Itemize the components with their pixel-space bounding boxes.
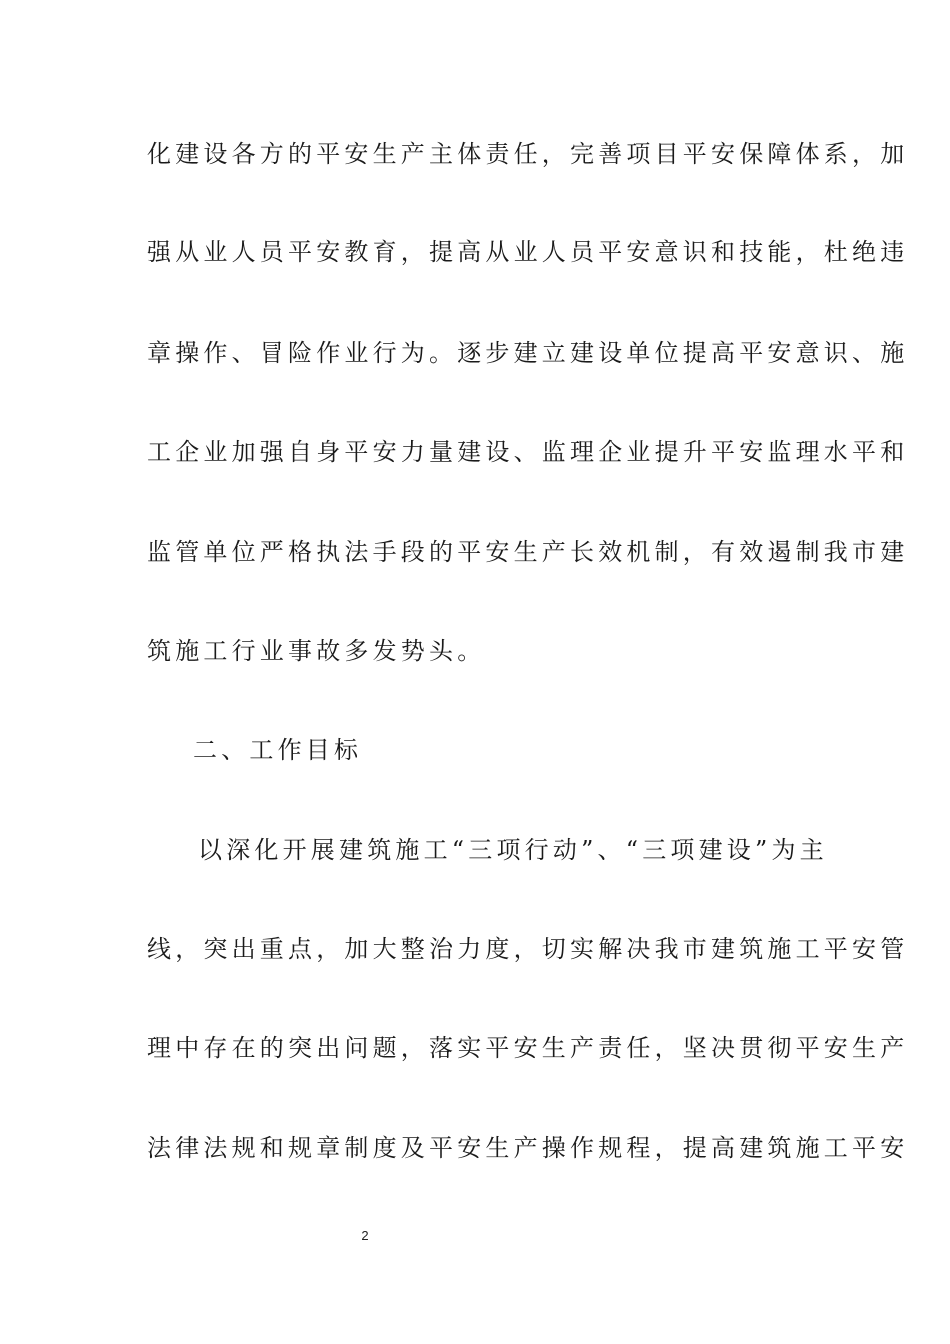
paragraph-line: 以深化开展建筑施工“三项行动”、“三项建设”为主	[198, 836, 828, 864]
paragraph-line: 筑施工行业事故多发势头。	[147, 637, 486, 665]
paragraph-line: 线，突出重点，加大整治力度，切实解决我市建筑施工平安管	[147, 935, 909, 963]
paragraph-line: 章操作、冒险作业行为。逐步建立建设单位提高平安意识、施	[147, 339, 909, 367]
page-number: 2	[361, 1228, 369, 1243]
section-heading: 二、工作目标	[193, 736, 363, 764]
paragraph-line: 法律法规和规章制度及平安生产操作规程，提高建筑施工平安	[147, 1134, 909, 1162]
paragraph-line: 强从业人员平安教育，提高从业人员平安意识和技能，杜绝违	[147, 238, 909, 266]
paragraph-line: 监管单位严格执法手段的平安生产长效机制，有效遏制我市建	[147, 538, 909, 566]
paragraph-line: 化建设各方的平安生产主体责任，完善项目平安保障体系，加	[147, 140, 909, 168]
paragraph-line: 工企业加强自身平安力量建设、监理企业提升平安监理水平和	[147, 438, 909, 466]
paragraph-line: 理中存在的突出问题，落实平安生产责任，坚决贯彻平安生产	[147, 1034, 909, 1062]
